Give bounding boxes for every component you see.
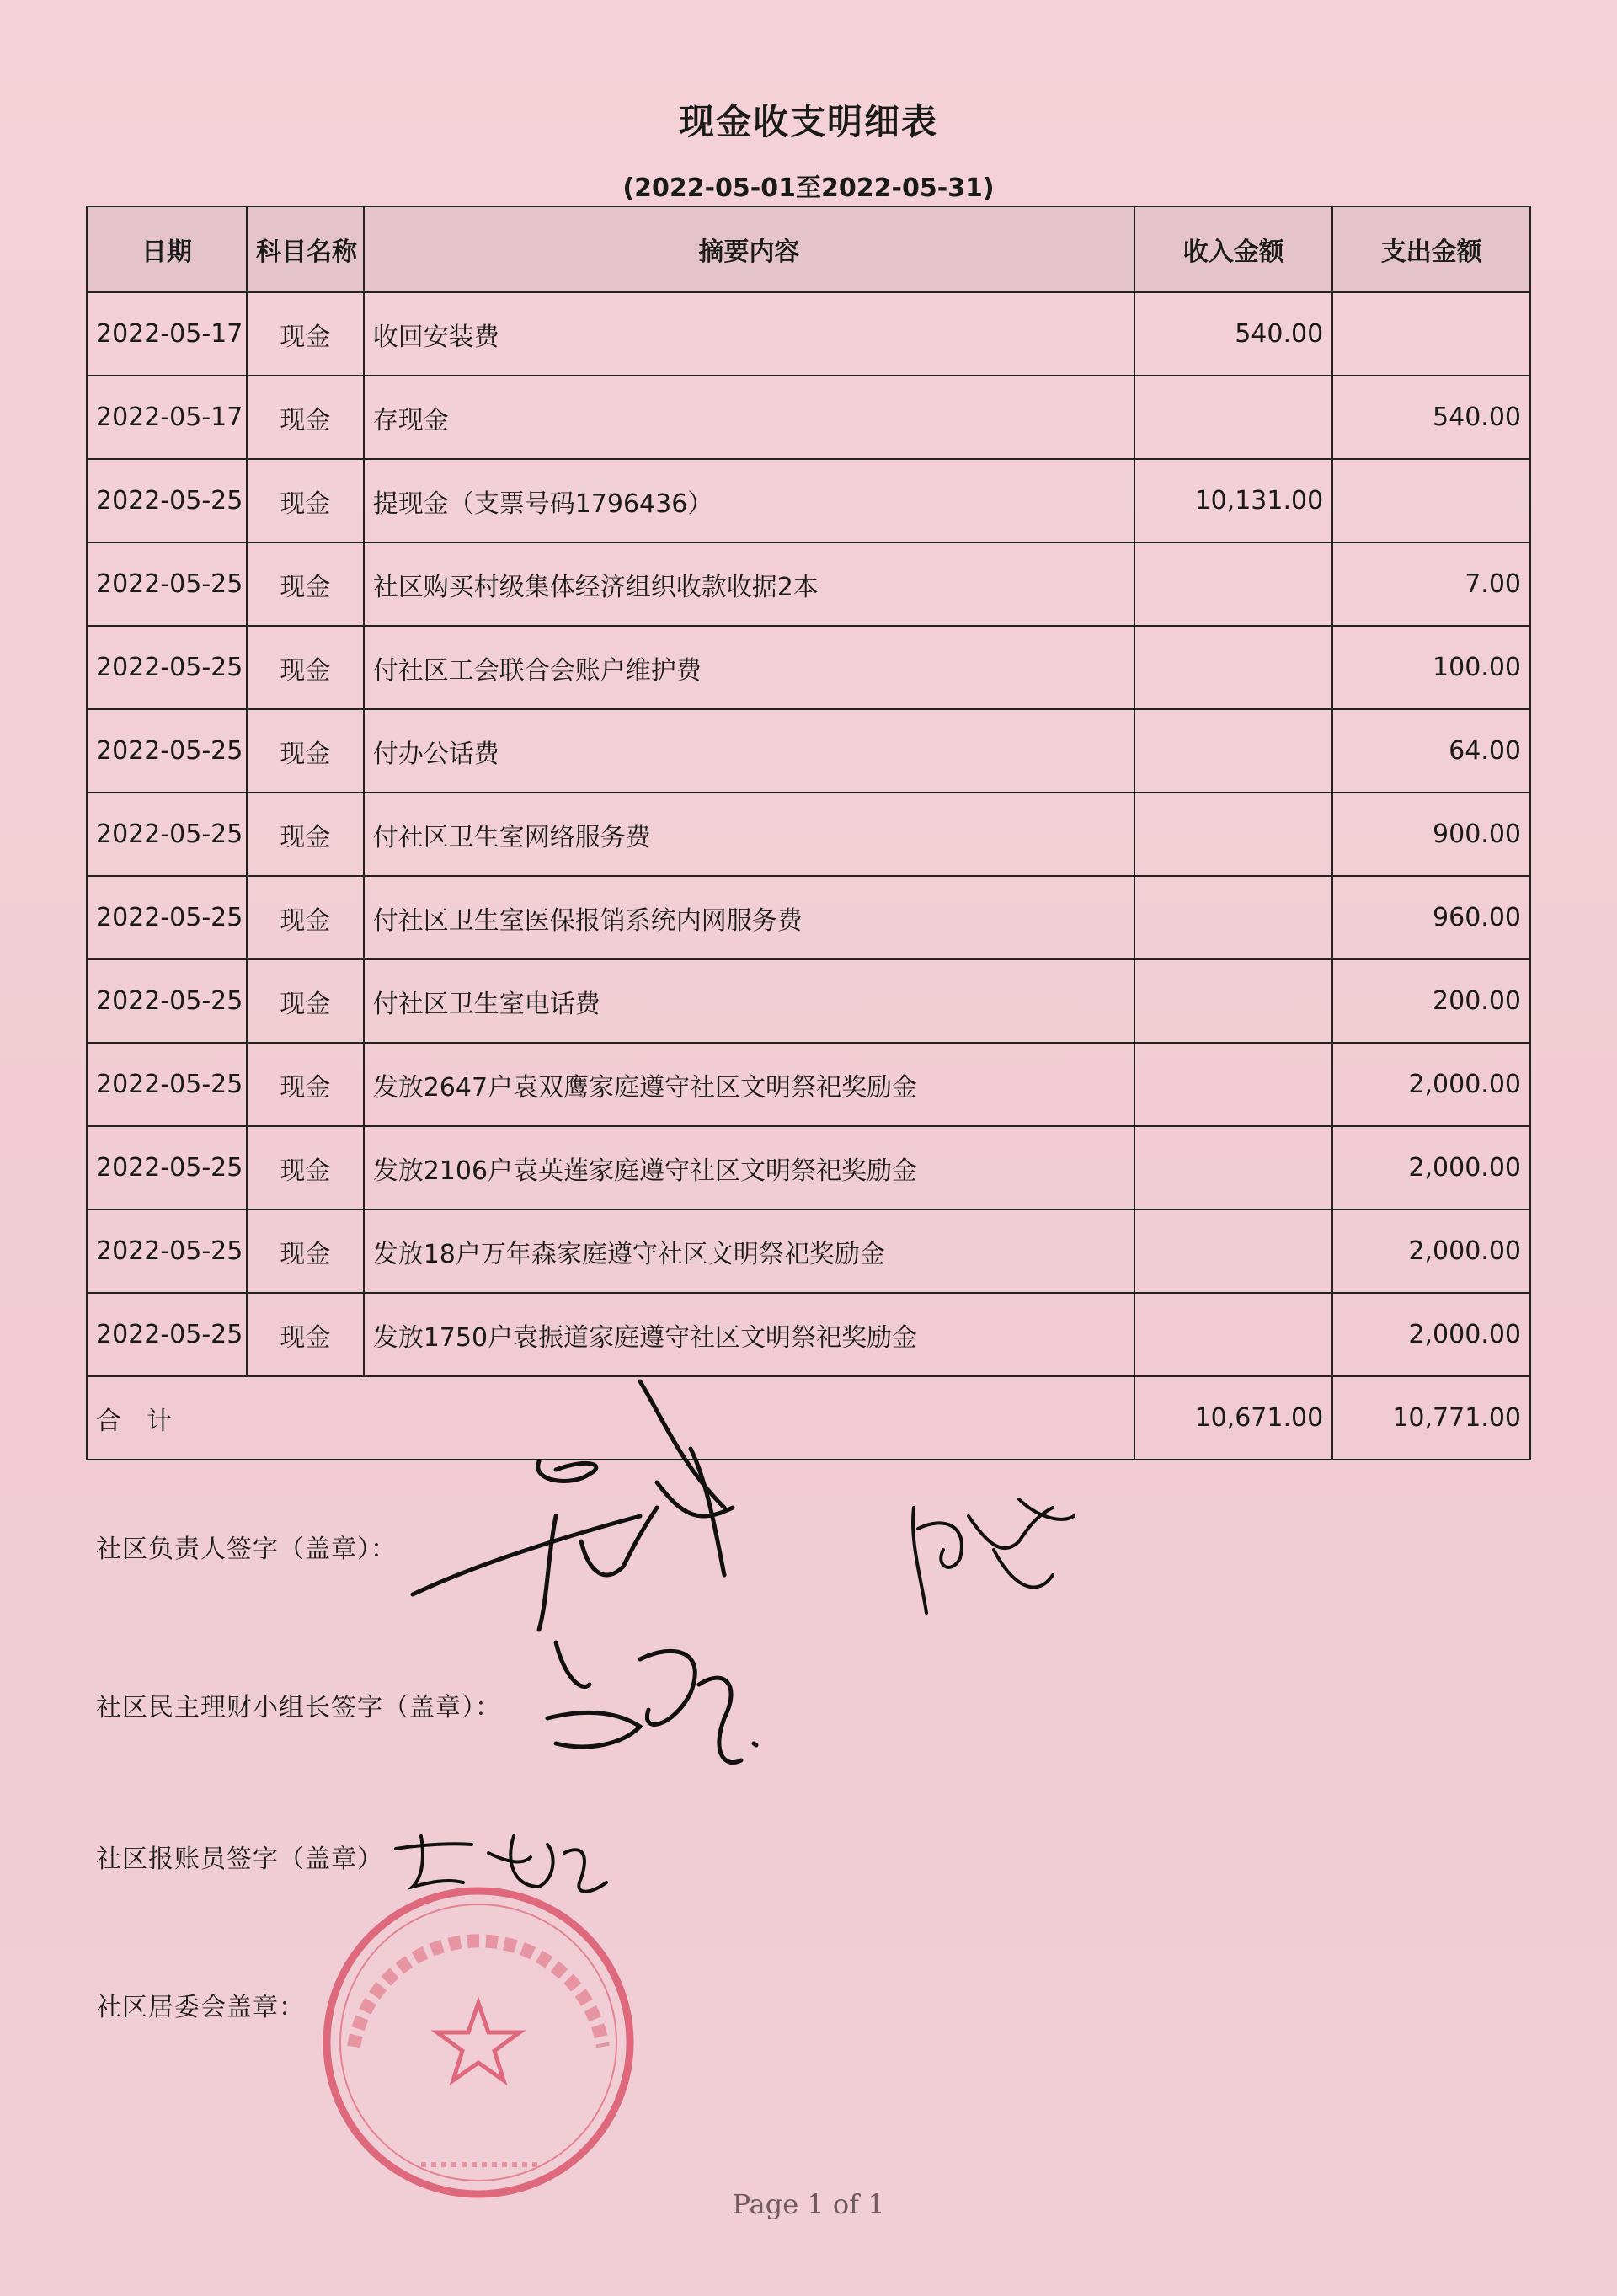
row-subject: 现金: [247, 709, 364, 793]
row-subject: 现金: [247, 1043, 364, 1126]
row-income: 10,131.00: [1134, 459, 1332, 542]
row-expense: 540.00: [1332, 376, 1530, 459]
row-expense: 900.00: [1332, 793, 1530, 876]
finance-group-signature-image: [547, 1642, 756, 1763]
leader-signature-2-image: [913, 1499, 1074, 1613]
row-expense: 64.00: [1332, 709, 1530, 793]
row-summary: 付社区卫生室电话费: [364, 959, 1135, 1043]
row-date: 2022-05-25: [87, 542, 247, 626]
row-date: 2022-05-25: [87, 1043, 247, 1126]
row-summary: 社区购买村级集体经济组织收款收据2本: [364, 542, 1135, 626]
row-subject: 现金: [247, 542, 364, 626]
header-subject: 科目名称: [247, 206, 364, 292]
header-income: 收入金额: [1134, 206, 1332, 292]
row-expense: 2,000.00: [1332, 1126, 1530, 1209]
leader-signature-label: 社区负责人签字（盖章）：: [96, 1535, 397, 1564]
row-subject: 现金: [247, 1209, 364, 1293]
row-expense: 100.00: [1332, 626, 1530, 709]
committee-seal-label: 社区居委会盖章：: [96, 1993, 305, 2022]
official-seal-image: [327, 1891, 630, 2194]
row-date: 2022-05-25: [87, 709, 247, 793]
row-summary: 提现金（支票号码1796436）: [364, 459, 1135, 542]
finance-group-signature-label: 社区民主理财小组长签字（盖章）：: [96, 1693, 501, 1722]
document-title: 现金收支明细表: [678, 101, 938, 142]
header-expense: 支出金额: [1332, 206, 1530, 292]
row-subject: 现金: [247, 459, 364, 542]
accountant-signature-label: 社区报账员签字（盖章）: [96, 1845, 383, 1874]
row-date: 2022-05-25: [87, 1126, 247, 1209]
row-subject: 现金: [247, 876, 364, 959]
accountant-signature-image: [396, 1836, 606, 1892]
row-date: 2022-05-25: [87, 793, 247, 876]
row-date: 2022-05-25: [87, 876, 247, 959]
row-subject: 现金: [247, 1293, 364, 1376]
row-summary: 存现金: [364, 376, 1135, 459]
row-subject: 现金: [247, 1126, 364, 1209]
total-income: 10,671.00: [1134, 1376, 1332, 1460]
row-summary: 发放18户万年森家庭遵守社区文明祭祀奖励金: [364, 1209, 1135, 1293]
row-summary: 付社区工会联合会账户维护费: [364, 626, 1135, 709]
leader-signature-image: [413, 1381, 733, 1630]
row-expense: 200.00: [1332, 959, 1530, 1043]
row-date: 2022-05-17: [87, 376, 247, 459]
row-summary: 发放1750户袁振道家庭遵守社区文明祭祀奖励金: [364, 1293, 1135, 1376]
row-expense: 2,000.00: [1332, 1293, 1530, 1376]
row-expense: 7.00: [1332, 542, 1530, 626]
date-range: (2022-05-01至2022-05-31): [622, 174, 995, 203]
row-summary: 收回安装费: [364, 292, 1135, 376]
row-summary: 发放2647户袁双鹰家庭遵守社区文明祭祀奖励金: [364, 1043, 1135, 1126]
row-subject: 现金: [247, 959, 364, 1043]
header-date: 日期: [87, 206, 247, 292]
header-summary: 摘要内容: [364, 206, 1135, 292]
row-subject: 现金: [247, 292, 364, 376]
row-summary: 付社区卫生室医保报销系统内网服务费: [364, 876, 1135, 959]
row-summary: 发放2106户袁英莲家庭遵守社区文明祭祀奖励金: [364, 1126, 1135, 1209]
row-summary: 付办公话费: [364, 709, 1135, 793]
row-expense: 2,000.00: [1332, 1209, 1530, 1293]
row-date: 2022-05-25: [87, 959, 247, 1043]
row-summary: 付社区卫生室网络服务费: [364, 793, 1135, 876]
row-subject: 现金: [247, 376, 364, 459]
total-expense: 10,771.00: [1332, 1376, 1530, 1460]
row-date: 2022-05-25: [87, 1293, 247, 1376]
row-income: 540.00: [1134, 292, 1332, 376]
row-subject: 现金: [247, 626, 364, 709]
page-number: Page 1 of 1: [732, 2188, 885, 2220]
row-subject: 现金: [247, 793, 364, 876]
row-date: 2022-05-25: [87, 1209, 247, 1293]
row-expense: 960.00: [1332, 876, 1530, 959]
row-expense: 2,000.00: [1332, 1043, 1530, 1126]
total-label: 合 计: [87, 1376, 1134, 1460]
row-date: 2022-05-25: [87, 459, 247, 542]
row-date: 2022-05-17: [87, 292, 247, 376]
row-date: 2022-05-25: [87, 626, 247, 709]
